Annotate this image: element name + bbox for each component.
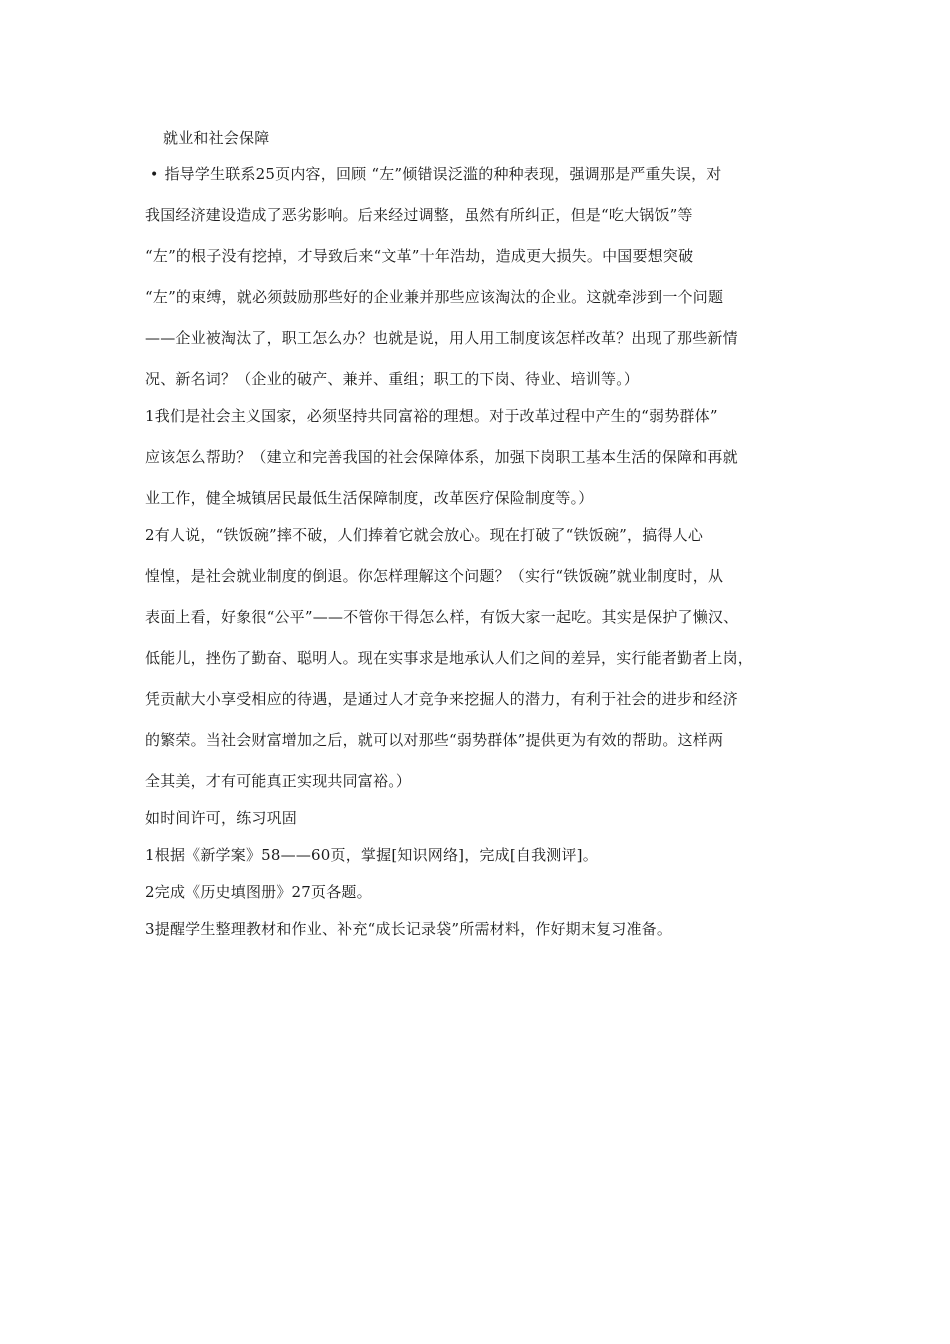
paragraph-line: 的繁荣。当社会财富增加之后，就可以对那些“弱势群体”提供更为有效的帮助。这样两 — [145, 731, 724, 749]
paragraph-line: ——企业被淘汰了，职工怎么办？也就是说，用人用工制度该怎样改革？出现了那些新情 — [145, 329, 738, 347]
paragraph-line: 3提醒学生整理教材和作业、补充“成长记录袋”所需材料，作好期末复习准备。 — [145, 920, 673, 938]
paragraph-line: 全其美，才有可能真正实现共同富裕。） — [145, 772, 412, 790]
bullet-icon: • — [150, 167, 159, 183]
paragraph-line: 2有人说，“铁饭碗”摔不破，人们捧着它就会放心。现在打破了“铁饭碗”，搞得人心 — [145, 526, 704, 544]
paragraph-line: 2完成《历史填图册》27页各题。 — [145, 883, 372, 901]
line-text: 指导学生联系25页内容，回顾 “左”倾错误泛滥的种种表现，强调那是严重失误，对 — [164, 165, 722, 183]
paragraph-line: 1我们是社会主义国家，必须坚持共同富裕的理想。对于改革过程中产生的“弱势群体” — [145, 407, 718, 425]
paragraph-line: 凭贡献大小享受相应的待遇，是通过人才竞争来挖掘人的潜力，有利于社会的进步和经济 — [145, 690, 738, 708]
paragraph-line: “左”的束缚，就必须鼓励那些好的企业兼并那些应该淘汰的企业。这就牵涉到一个问题 — [145, 288, 724, 306]
paragraph-line: 况、新名词？（企业的破产、兼并、重组；职工的下岗、待业、培训等。） — [145, 370, 640, 388]
paragraph-line: 1根据《新学案》58——60页，掌握[知识网络]，完成[自我测评]。 — [145, 846, 598, 864]
document-title: 就业和社会保障 — [163, 129, 270, 147]
paragraph-line: “左”的根子没有挖掉，才导致后来“文革”十年浩劫，造成更大损失。中国要想突破 — [145, 247, 694, 265]
paragraph-line: 业工作，健全城镇居民最低生活保障制度，改革医疗保险制度等。） — [145, 489, 594, 507]
paragraph-line: 低能儿，挫伤了勤奋、聪明人。现在实事求是地承认人们之间的差异，实行能者勤者上岗， — [145, 649, 754, 667]
paragraph-line: 如时间许可，练习巩固 — [145, 809, 298, 827]
paragraph-line: 惶惶，是社会就业制度的倒退。你怎样理解这个问题？（实行“铁饭碗”就业制度时，从 — [145, 567, 724, 585]
paragraph-line: 表面上看，好象很“公平”——不管你干得怎么样，有饭大家一起吃。其实是保护了懒汉、 — [145, 608, 739, 626]
paragraph-line — [150, 164, 830, 185]
paragraph-line: 应该怎么帮助？（建立和完善我国的社会保障体系，加强下岗职工基本生活的保障和再就 — [145, 448, 738, 466]
paragraph-line: 我国经济建设造成了恶劣影响。后来经过调整，虽然有所纠正，但是“吃大锅饭”等 — [145, 206, 693, 224]
